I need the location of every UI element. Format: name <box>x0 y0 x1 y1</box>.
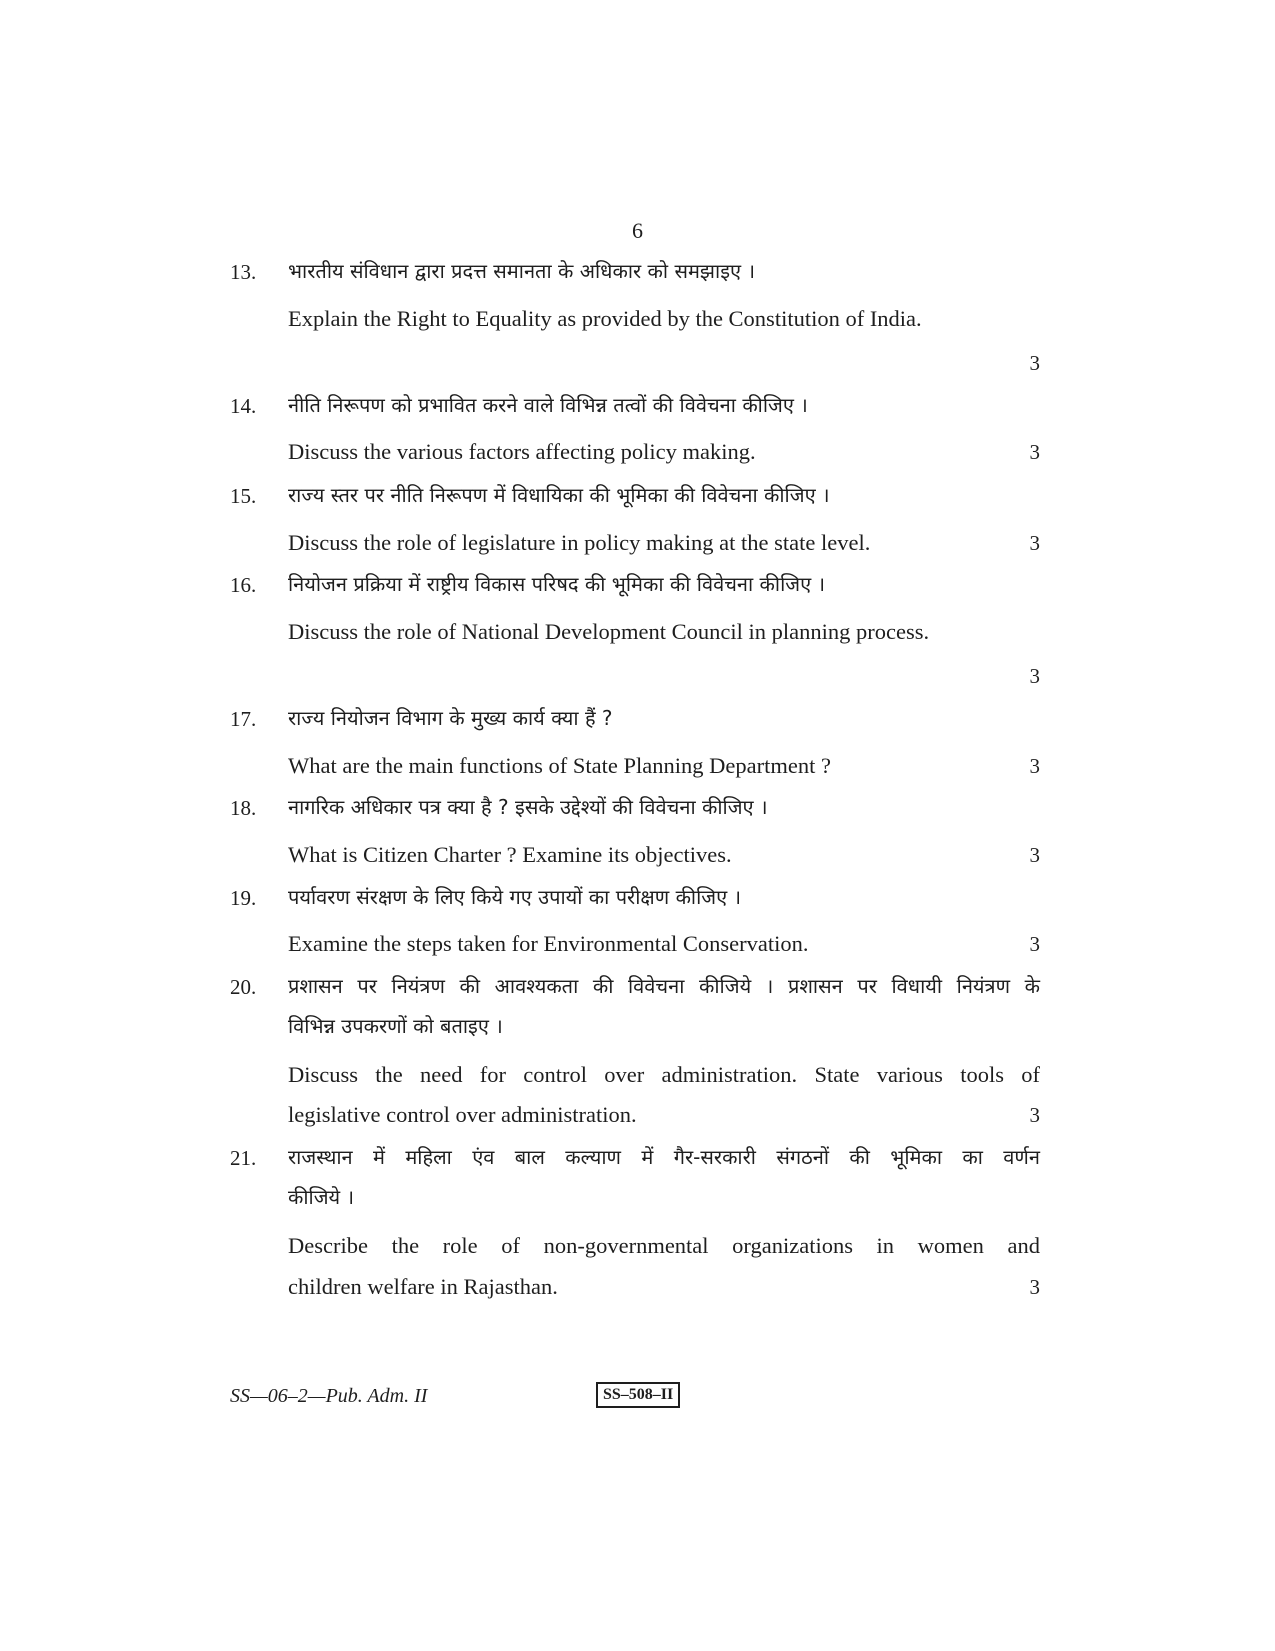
question-marks: 3 <box>1029 351 1040 375</box>
question-hindi-text: राज्य स्तर पर नीति निरूपण में विधायिका की भूमिका की विवेचना कीजिए । <box>288 483 830 507</box>
question-hindi-text: नीति निरूपण को प्रभावित करने वाले विभिन्न तत्वों की विवेचना कीजिए । <box>288 393 808 417</box>
page-number: 6 <box>632 218 643 243</box>
question-english-text: Describe the role of non-governmental organizations in women and <box>288 1233 1040 1258</box>
question-marks: 3 <box>1029 932 1040 956</box>
question-english-text: Discuss the role of National Development Council in planning process. <box>288 619 930 644</box>
question-marks: 3 <box>1029 531 1040 555</box>
question-english-text: Discuss the various factors affecting policy making. <box>288 439 756 464</box>
question-hindi-text: नागरिक अधिकार पत्र क्या है ? इसके उद्देश्यों की विवेचना कीजिए । <box>288 795 768 819</box>
question-hindi-text: पर्यावरण संरक्षण के लिए किये गए उपायों का परीक्षण कीजिए । <box>288 885 742 909</box>
question-hindi-text: राजस्थान में महिला एंव बाल कल्याण में गैर-सरकारी संगठनों की भूमिका का वर्णन <box>288 1145 1040 1169</box>
question-marks: 3 <box>1029 754 1040 778</box>
question-number: 18. <box>230 796 257 820</box>
question-english-text: legislative control over administration. <box>288 1102 637 1127</box>
question-hindi-text: राज्य नियोजन विभाग के मुख्य कार्य क्या हैं ? <box>288 706 613 730</box>
question-marks: 3 <box>1029 1103 1040 1127</box>
question-english-text: Examine the steps taken for Environmental Conservation. <box>288 931 809 956</box>
footer-paper-code: SS—06–2—Pub. Adm. II <box>230 1385 428 1407</box>
question-number: 21. <box>230 1146 257 1170</box>
question-english-text: Explain the Right to Equality as provided by the Constitution of India. <box>288 306 922 331</box>
question-hindi-text: नियोजन प्रक्रिया में राष्ट्रीय विकास परिषद की भूमिका की विवेचना कीजिए । <box>288 572 826 596</box>
question-number: 19. <box>230 886 257 910</box>
question-number: 13. <box>230 260 257 284</box>
question-number: 15. <box>230 484 257 508</box>
question-hindi-text: प्रशासन पर नियंत्रण की आवश्यकता की विवेचना कीजिये । प्रशासन पर विधायी नियंत्रण के <box>288 974 1040 998</box>
question-english-text: children welfare in Rajasthan. <box>288 1274 558 1299</box>
question-marks: 3 <box>1029 843 1040 867</box>
question-english-text: Discuss the role of legislature in policy making at the state level. <box>288 530 871 555</box>
question-hindi-text: विभिन्न उपकरणों को बताइए । <box>288 1014 503 1038</box>
question-english-text: What is Citizen Charter ? Examine its objectives. <box>288 842 732 867</box>
question-marks: 3 <box>1029 440 1040 464</box>
question-marks: 3 <box>1029 1275 1040 1299</box>
question-marks: 3 <box>1029 664 1040 688</box>
question-number: 16. <box>230 573 257 597</box>
question-number: 20. <box>230 975 257 999</box>
question-hindi-text: भारतीय संविधान द्वारा प्रदत्त समानता के अधिकार को समझाइए । <box>288 259 756 283</box>
question-number: 17. <box>230 707 257 731</box>
question-hindi-text: कीजिये । <box>288 1185 355 1209</box>
question-english-text: What are the main functions of State Planning Department ? <box>288 753 831 778</box>
question-number: 14. <box>230 394 257 418</box>
question-english-text: Discuss the need for control over administration. State various tools of <box>288 1062 1040 1087</box>
footer-exam-code: SS–508–II <box>596 1382 680 1408</box>
